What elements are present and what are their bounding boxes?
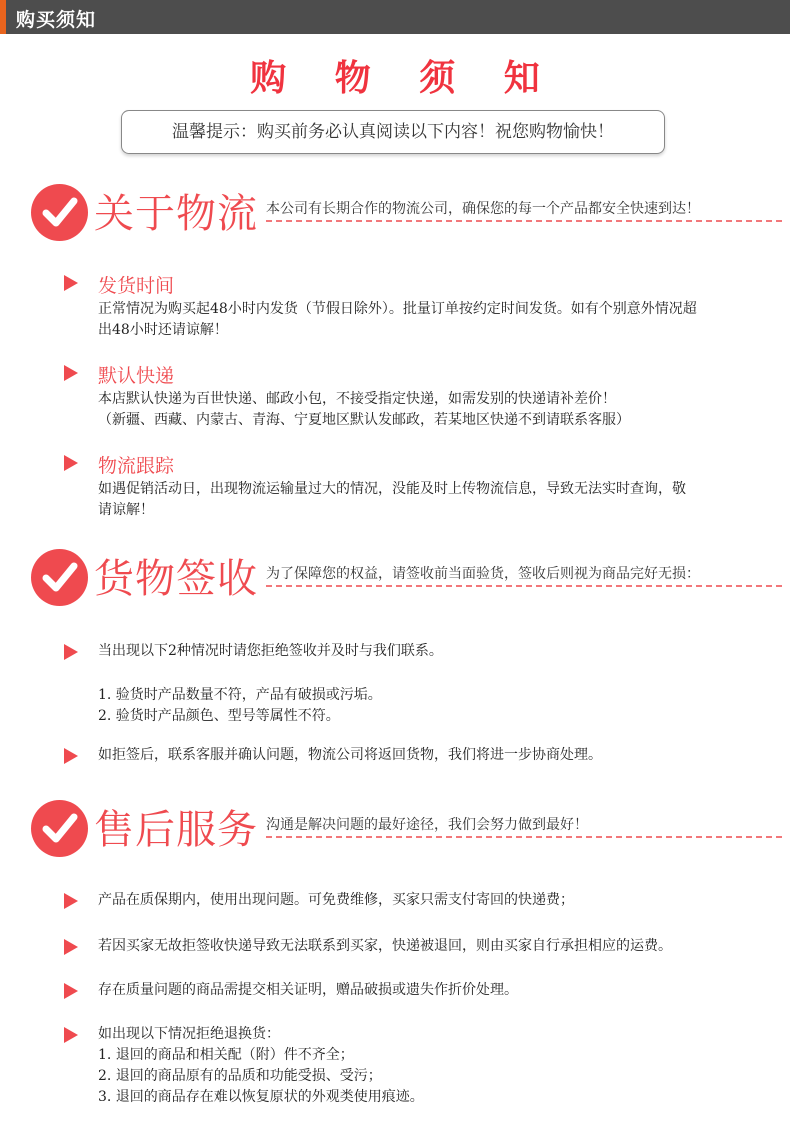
dashed-divider [266, 836, 782, 838]
section-title: 售后服务 [94, 807, 258, 853]
check-icon [31, 549, 88, 606]
header-label: 购买须知 [16, 9, 97, 31]
receipt-intro: 当出现以下2种情况时请您拒绝签收并及时与我们联系。 [98, 643, 443, 659]
section-desc: 为了保障您的权益，请签收前当面验货，签收后则视为商品完好无损： [266, 566, 700, 582]
receipt-list-item: 2. 验货时产品颜色、型号等属性不符。 [98, 708, 340, 724]
service-item: 存在质量问题的商品需提交相关证明，赠品破损或遗失作折价处理。 [98, 982, 518, 998]
item-line: 请谅解！ [98, 502, 154, 518]
item-line: 如遇促销活动日，出现物流运输量过大的情况，没能及时上传物流信息，导致无法实时查询，敬 [98, 481, 686, 497]
dashed-divider [266, 585, 782, 587]
dashed-divider [266, 220, 782, 222]
service-list-item: 3. 退回的商品存在难以恢复原状的外观类使用痕迹。 [98, 1089, 424, 1105]
item-title: 发货时间 [98, 275, 175, 297]
arrow-icon [64, 455, 78, 471]
arrow-icon [64, 893, 78, 909]
arrow-icon [64, 1027, 78, 1043]
section-desc: 本公司有长期合作的物流公司，确保您的每一个产品都安全快速到达！ [266, 201, 700, 217]
section-title: 货物签收 [94, 556, 258, 602]
section-title: 关于物流 [94, 191, 258, 237]
service-last-intro: 如出现以下情况拒绝退换货： [98, 1026, 280, 1042]
arrow-icon [64, 939, 78, 955]
service-list-item: 1. 退回的商品和相关配（附）件不齐全； [98, 1047, 354, 1063]
arrow-icon [64, 748, 78, 764]
tip-box [121, 110, 665, 154]
item-title: 默认快递 [98, 365, 175, 387]
receipt-list-item: 1. 验货时产品数量不符，产品有破损或污垢。 [98, 687, 382, 703]
header-accent [0, 0, 6, 34]
header-bar [0, 0, 790, 34]
section-service-header [0, 796, 790, 866]
tip-text: 温馨提示：购买前务必认真阅读以下内容！祝您购物愉快！ [172, 122, 614, 142]
check-icon [31, 800, 88, 857]
item-line: 本店默认快递为百世快递、邮政小包，不接受指定快递，如需发别的快递请补差价！ [98, 391, 616, 407]
item-title: 物流跟踪 [98, 455, 175, 477]
arrow-icon [64, 644, 78, 660]
section-receipt-header [0, 545, 790, 615]
page-title: 购 物 须 知 [250, 57, 558, 99]
item-line: 正常情况为购买起48小时内发货（节假日除外）。批量订单按约定时间发货。如有个别意外情况超 [98, 301, 697, 317]
item-line: 出48小时还请谅解！ [98, 322, 228, 338]
item-line: （新疆、西藏、内蒙古、青海、宁夏地区默认发邮政，若某地区快递不到请联系客服） [98, 412, 630, 428]
receipt-after: 如拒签后，联系客服并确认问题，物流公司将返回货物，我们将进一步协商处理。 [98, 747, 602, 763]
arrow-icon [64, 275, 78, 291]
service-list-item: 2. 退回的商品原有的品质和功能受损、受污； [98, 1068, 382, 1084]
arrow-icon [64, 983, 78, 999]
service-item: 若因买家无故拒签收快递导致无法联系到买家，快递被退回，则由买家自行承担相应的运费。 [98, 938, 672, 954]
section-logistics-header [0, 180, 790, 250]
section-desc: 沟通是解决问题的最好途径，我们会努力做到最好！ [266, 817, 588, 833]
service-item: 产品在质保期内，使用出现问题。可免费维修，买家只需支付寄回的快递费； [98, 892, 574, 908]
check-icon [31, 184, 88, 241]
arrow-icon [64, 365, 78, 381]
